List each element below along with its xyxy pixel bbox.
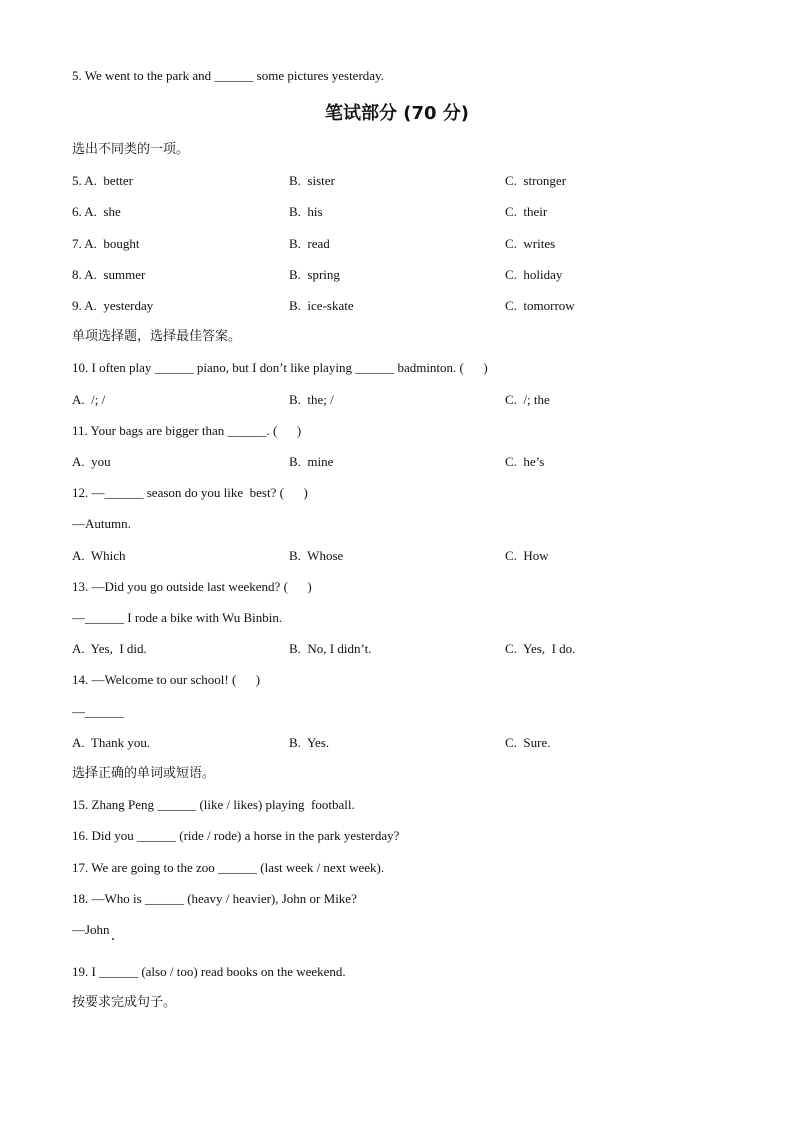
section-title-text: 笔试部分 (70 分) — [324, 103, 470, 124]
option-c: C. Sure. — [505, 735, 551, 750]
question-11: 11. Your bags are bigger than ______. ( ) — [72, 423, 302, 438]
option-b: B. spring — [289, 267, 340, 282]
option-b: B. mine — [289, 454, 334, 469]
option-row-13 — [72, 640, 722, 658]
option-b: B. No, I didn’t. — [289, 641, 372, 656]
section-title — [0, 101, 794, 127]
question-17: 17. We are going to the zoo ______ (last week / next week). — [72, 860, 385, 875]
option-row-10 — [72, 391, 722, 409]
option-c: C. holiday — [505, 267, 563, 282]
option-a: 8. A. summer — [72, 267, 146, 282]
option-c: C. tomorrow — [505, 298, 575, 313]
question-14-reply: —______ — [72, 704, 124, 719]
question-13-reply: —______ I rode a bike with Wu Binbin. — [72, 610, 283, 625]
option-b: B. Yes. — [289, 735, 330, 750]
option-a: A. Yes, I did. — [72, 641, 147, 656]
question-10: 10. I often play ______ piano, but I don’t like playing ______ badminton. ( ) — [72, 360, 488, 375]
option-c: C. their — [505, 204, 548, 219]
option-row-7 — [72, 235, 722, 253]
option-a: 7. A. bought — [72, 236, 140, 251]
question-5-prev: 5. We went to the park and ______ some pictures yesterday. — [72, 68, 384, 83]
option-b: B. Whose — [289, 548, 344, 563]
option-a: 6. A. she — [72, 204, 121, 219]
option-c: C. he’s — [505, 454, 545, 469]
option-c: C. /; the — [505, 392, 550, 407]
part1-instruction: 选出不同类的一项。 — [72, 142, 190, 157]
question-13: 13. —Did you go outside last weekend? ( ) — [72, 579, 312, 594]
question-12: 12. —______ season do you like best? ( ) — [72, 485, 308, 500]
option-row-11 — [72, 453, 722, 471]
option-a: A. /; / — [72, 392, 106, 407]
option-c: C. How — [505, 548, 549, 563]
option-row-12 — [72, 547, 722, 565]
option-a: 9. A. yesterday — [72, 298, 154, 313]
option-row-6 — [72, 203, 722, 221]
part3-instruction: 选择正确的单词或短语。 — [72, 766, 216, 781]
option-b: B. the; / — [289, 392, 334, 407]
part2-instruction: 单项选择题，选择最佳答案。 — [72, 329, 242, 344]
option-a: 5. A. better — [72, 173, 134, 188]
option-c: C. Yes, I do. — [505, 641, 576, 656]
option-b: B. ice-skate — [289, 298, 354, 313]
option-a: A. you — [72, 454, 111, 469]
question-18: 18. —Who is ______ (heavy / heavier), John or Mike? — [72, 891, 357, 906]
option-row-9 — [72, 297, 722, 315]
question-18-reply: —John — [72, 922, 110, 937]
option-c: C. writes — [505, 236, 556, 251]
part4-instruction: 按要求完成句子。 — [72, 995, 177, 1010]
option-b: B. sister — [289, 173, 335, 188]
option-row-14 — [72, 734, 722, 752]
option-b: B. read — [289, 236, 330, 251]
question-15: 15. Zhang Peng ______ (like / likes) playing football. — [72, 797, 355, 812]
option-a: A. Which — [72, 548, 126, 563]
question-14: 14. —Welcome to our school! ( ) — [72, 672, 261, 687]
option-c: C. stronger — [505, 173, 567, 188]
option-b: B. his — [289, 204, 323, 219]
stray-dot-mark — [112, 938, 114, 940]
question-16: 16. Did you ______ (ride / rode) a horse in the park yesterday? — [72, 828, 400, 843]
option-row-5 — [72, 172, 722, 190]
question-19: 19. I ______ (also / too) read books on the weekend. — [72, 964, 346, 979]
question-12-reply: —Autumn. — [72, 516, 131, 531]
option-row-8 — [72, 266, 722, 284]
option-a: A. Thank you. — [72, 735, 151, 750]
